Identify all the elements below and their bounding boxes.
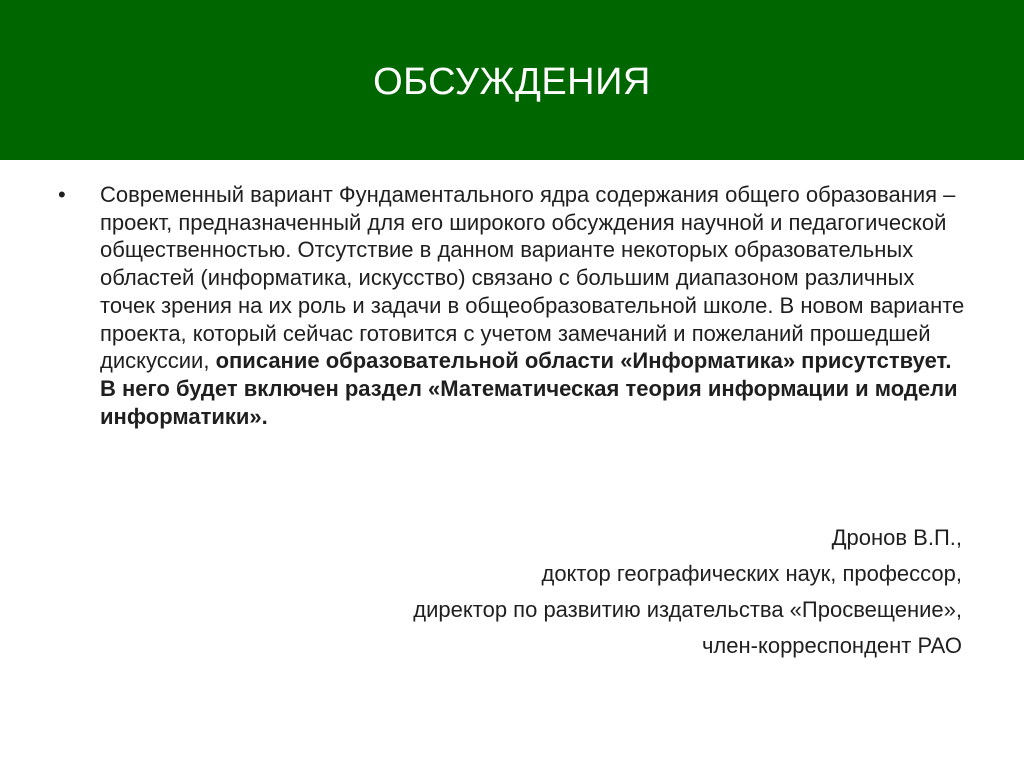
author-membership: член-корреспондент РАО [701,633,962,658]
bullet-icon: • [58,182,66,207]
title-bar [0,0,1024,160]
author-position: директор по развитию издательства «Просвещение», [413,597,962,622]
bullet-item [58,181,968,430]
slide-title: ОБСУЖДЕНИЯ [373,61,651,103]
slide-body [58,181,968,430]
author-attribution [413,520,962,664]
paragraph-text: Современный вариант Фундаментального ядра содержания общего образования – проект, предназначенный для его широкого обсуждения научной и педагогической общественностью. Отсутствие в данном варианте некоторых образовательных областей (информатика, искусство) связано с большим диапазоном различных точек зрения на их роль и задачи в общеобразовательной школе. В новом варианте проекта, который сейчас готовится с учетом замечаний и пожеланий прошедшей дискуссии, [100,182,965,374]
author-degree: доктор географических наук, профессор, [541,561,962,586]
paragraph-bold-text: описание образовательной области «Информатика» присутствует. В него будет включен раздел «Математическая теория информации и модели информатики». [100,348,958,429]
bullet-paragraph [100,181,968,430]
author-name: Дронов В.П., [831,525,962,550]
